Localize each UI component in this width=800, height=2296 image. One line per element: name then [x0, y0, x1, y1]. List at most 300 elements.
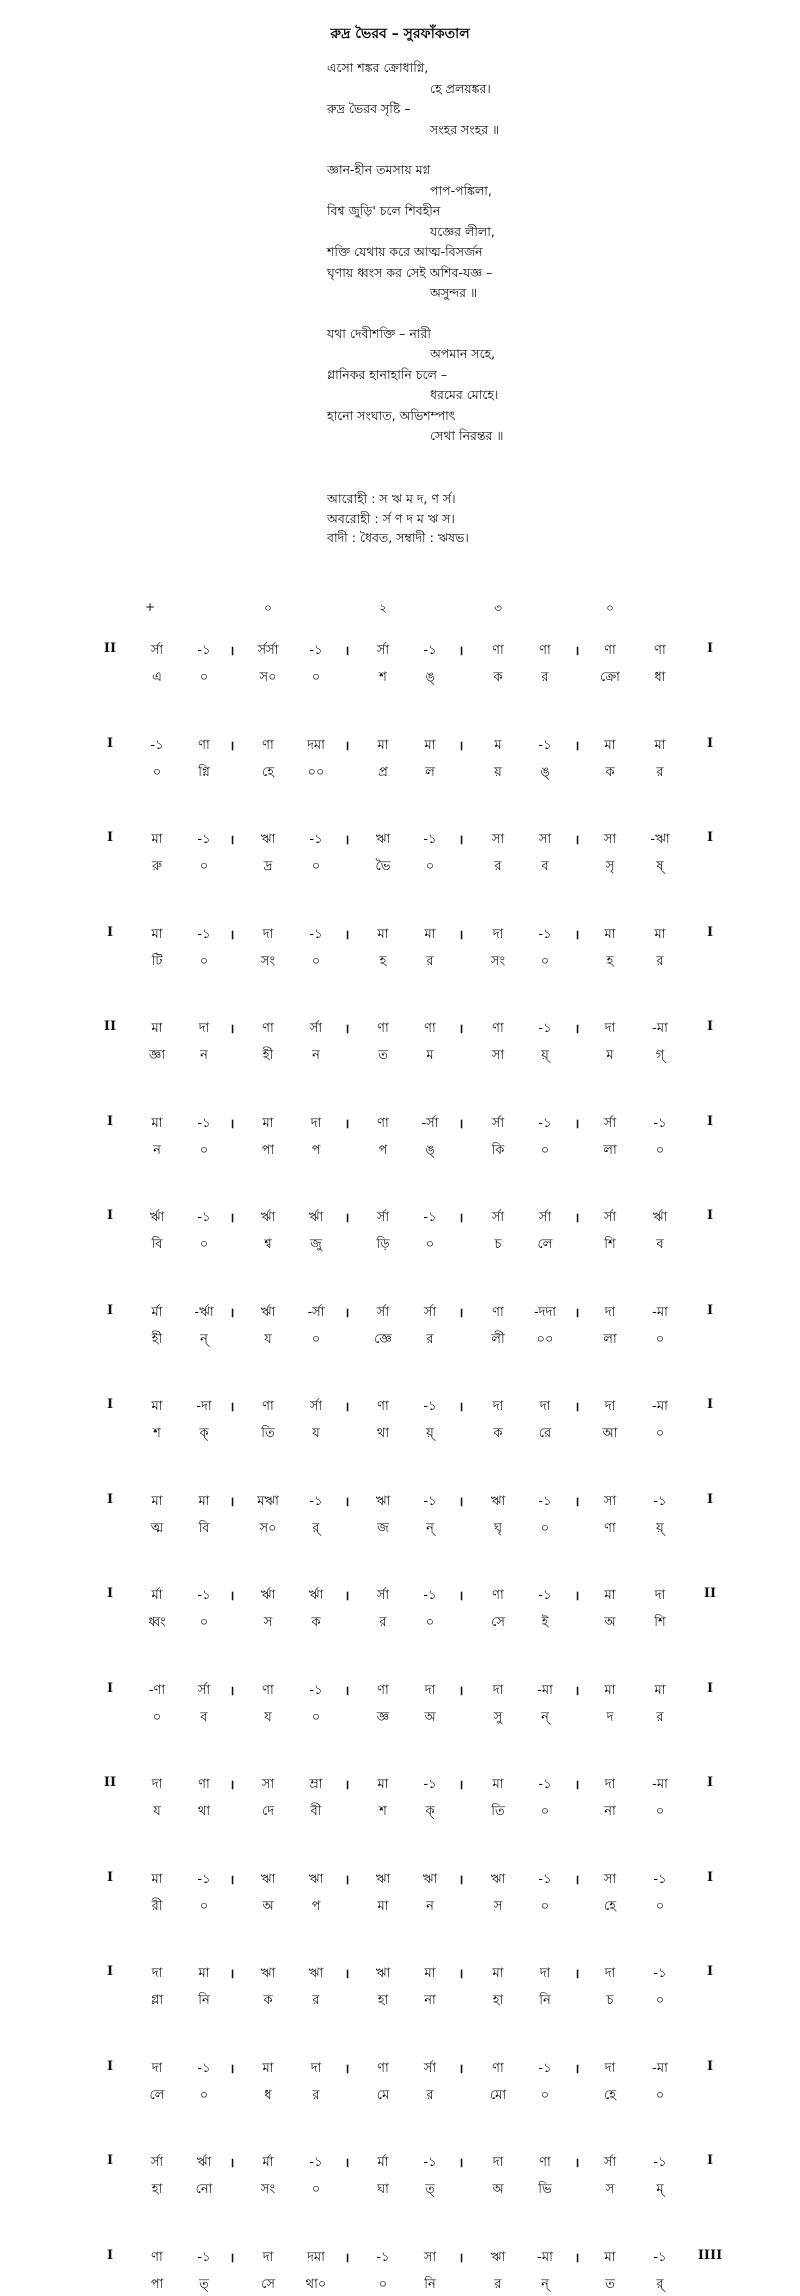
end-barline: I: [706, 1964, 714, 1979]
swara-note: র্সা: [423, 1304, 437, 1320]
lyric-syllable: ষ্: [656, 859, 664, 874]
swara-note: দা: [198, 1021, 210, 1036]
lyric-syllable: ০: [540, 953, 550, 969]
lyric-syllable: ০: [152, 1709, 162, 1725]
lyric-syllable: ০: [425, 859, 435, 874]
swara-note: দা: [310, 2060, 322, 2076]
swara-note: -১: [653, 2249, 667, 2265]
end-barline: I: [706, 924, 714, 940]
swara-note: ঋা: [490, 1493, 506, 1509]
swara-note: -১: [150, 737, 164, 753]
notation-row: [0, 2248, 800, 2268]
vibhag-divider: ।: [229, 927, 235, 943]
start-barline: I: [106, 1397, 114, 1412]
swara-note: মা: [654, 737, 666, 753]
lyric-syllable: ন্: [200, 1331, 208, 1347]
lyric-syllable-row: [0, 857, 800, 877]
swara-note: মা: [151, 1493, 163, 1509]
vibhag-divider: ।: [458, 644, 464, 659]
lyric-syllable: জ্ঞ: [376, 1709, 390, 1725]
lyric-syllable: রী: [151, 1898, 163, 1914]
swara-note: ঋা: [260, 832, 276, 847]
swara-note: -১: [197, 926, 211, 942]
lyric-line: অপমান সহে,: [430, 346, 496, 361]
lyric-syllable: ০: [311, 670, 321, 685]
swara-note: র্সা: [150, 2155, 164, 2170]
end-barline: I: [706, 1397, 714, 1412]
lyric-syllable: স: [493, 1898, 503, 1914]
swara-note: দমা: [307, 2249, 325, 2265]
swara-note: র্সা: [603, 1210, 617, 1225]
vibhag-divider: ।: [229, 1022, 235, 1037]
lyric-syllable: কি: [491, 1142, 505, 1158]
swara-note: দা: [604, 1777, 616, 1792]
lyric-syllable: চ: [494, 1237, 502, 1252]
swara-note: র্সা: [491, 1115, 505, 1131]
lyric-syllable-row: [0, 1802, 800, 1822]
swara-note: -১: [423, 1588, 437, 1603]
lyric-syllable: র: [494, 2276, 502, 2292]
swara-note: দা: [654, 1588, 666, 1603]
lyric-syllable: র: [426, 2087, 434, 2103]
end-barline: I: [706, 2058, 714, 2074]
notation-row: [0, 641, 800, 661]
lyric-syllable: ঙ্: [540, 764, 550, 780]
lyric-syllable: ধ্বং: [148, 1615, 166, 1630]
swara-note: র্ঋা: [652, 1210, 668, 1225]
swara-note: মা: [424, 1966, 436, 1981]
swara-note: মা: [492, 1777, 504, 1792]
lyric-syllable: স: [263, 1615, 273, 1630]
swara-note: মা: [151, 926, 163, 942]
swara-note: দা: [151, 2060, 163, 2076]
lyric-syllable: ই: [541, 1615, 549, 1630]
swara-note: ঋা: [375, 832, 391, 847]
vibhag-divider: ।: [344, 2061, 350, 2077]
swara-note: র্সা: [376, 1588, 390, 1603]
swara-note: -১: [309, 1682, 323, 1698]
lyric-syllable: ণা: [604, 1520, 616, 1536]
swara-note: মা: [198, 1966, 210, 1981]
lyric-syllable: বি: [198, 1520, 210, 1536]
swara-note: র্সা: [376, 643, 390, 658]
notation-row: [0, 1870, 800, 1890]
swara-note: -১: [309, 643, 323, 658]
lyric-syllable: রে: [538, 1426, 552, 1441]
lyric-syllable: ০: [655, 2087, 665, 2103]
lyric-syllable: ম্: [656, 2182, 664, 2197]
lyric-syllable: ক্রো: [600, 670, 620, 685]
stanza-break: [327, 304, 647, 324]
swara-note: -১: [423, 1210, 437, 1225]
swara-note: ঋা: [375, 1966, 391, 1981]
swara-note: র্সা: [376, 1210, 390, 1225]
swara-note: র্সা: [603, 2155, 617, 2170]
lyric-syllable: সা: [491, 1048, 505, 1063]
lyric-syllable: ল: [425, 764, 435, 780]
swara-note: ণা: [262, 737, 274, 753]
swara-note: সা: [603, 832, 617, 847]
vibhag-divider: ।: [344, 1778, 350, 1793]
lyric-syllable: হ: [379, 953, 387, 969]
swara-note: -১: [197, 1210, 211, 1225]
vibhag-divider: ।: [574, 1683, 580, 1699]
lyric-syllable: ০: [199, 1237, 209, 1252]
vibhag-divider: ।: [574, 644, 580, 659]
swara-note: র্সা: [491, 1210, 505, 1225]
swara-note: ঋা: [490, 2249, 506, 2265]
swara-note: -১: [538, 737, 552, 753]
swara-note: ম: [494, 737, 502, 753]
swara-note: ঋা: [490, 1871, 506, 1887]
swara-note: দা: [539, 1966, 551, 1981]
end-barline: I: [706, 1775, 714, 1790]
lyric-syllable-row: [0, 1613, 800, 1633]
swara-note: ণা: [377, 1021, 389, 1036]
swara-note: দা: [604, 1304, 616, 1320]
vibhag-divider: ।: [344, 738, 350, 754]
end-barline: I: [706, 2153, 714, 2168]
lyric-syllable: ০: [655, 1898, 665, 1914]
start-barline: I: [106, 1302, 114, 1318]
lyric-line: জ্ঞান-হীন তমসায় মগ্ন: [327, 162, 431, 177]
lyric-syllable: ০: [540, 1804, 550, 1819]
swara-note: দা: [604, 1399, 616, 1414]
vibhag-divider: ।: [344, 833, 350, 848]
lyric-syllable: প্র: [378, 764, 388, 780]
lyric-syllable: ০: [311, 1709, 321, 1725]
lyric-syllable: আ: [602, 1426, 618, 1441]
swara-note: ঋা: [308, 1871, 324, 1887]
start-barline: I: [106, 735, 114, 751]
vibhag-divider: ।: [458, 1589, 464, 1604]
swara-note: দা: [539, 1399, 551, 1414]
vibhag-divider: ।: [344, 1116, 350, 1132]
vibhag-divider: ।: [229, 2156, 235, 2171]
lyric-syllable: সং: [260, 2182, 276, 2197]
swara-note: র্সা: [309, 1399, 323, 1414]
lyric-syllable: ত: [378, 1048, 388, 1063]
notation-row: [0, 736, 800, 756]
lyric-syllable: য়্: [541, 1048, 549, 1063]
lyric-syllable: ত: [605, 2276, 615, 2292]
lyric-syllable: দে: [261, 1804, 275, 1819]
swara-note: র্ঋা: [260, 1304, 276, 1320]
swara-note: র্মা: [377, 2155, 389, 2170]
vibhag-divider: ।: [458, 1778, 464, 1793]
vibhag-divider: ।: [229, 1116, 235, 1132]
lyric-syllable-row: [0, 1708, 800, 1728]
swara-note: মঋা: [257, 1493, 279, 1509]
swara-note: -১: [653, 2155, 667, 2170]
lyric-syllable: ন: [426, 1898, 434, 1914]
swara-note: মা: [151, 1115, 163, 1131]
swara-note: ণা: [198, 737, 210, 753]
swara-note: সা: [603, 1871, 617, 1887]
lyric-syllable: য: [264, 1331, 272, 1347]
lyric-syllable-row: [0, 1519, 800, 1539]
vibhag-divider: ।: [574, 1400, 580, 1415]
swara-note: মা: [262, 1115, 274, 1131]
swara-note: মা: [262, 2060, 274, 2076]
lyric-syllable: বী: [310, 1804, 322, 1819]
lyric-syllable: ০: [199, 2087, 209, 2103]
start-barline: I: [106, 2153, 114, 2168]
lyric-syllable: টি: [151, 953, 163, 969]
vibhag-divider: ।: [344, 2250, 350, 2266]
swara-note: মা: [151, 1399, 163, 1414]
lyric-syllable: মা: [377, 1898, 389, 1914]
lyric-syllable-row: [0, 1424, 800, 1444]
lyric-syllable: ঙ্: [425, 1142, 435, 1158]
vibhag-divider: ।: [229, 738, 235, 754]
vibhag-divider: ।: [574, 1967, 580, 1982]
swara-note: -১: [423, 1493, 437, 1509]
start-barline: I: [106, 1491, 114, 1507]
swara-note: ণা: [492, 643, 504, 658]
lyric-syllable: না: [604, 1804, 616, 1819]
vibhag-divider: ।: [574, 1022, 580, 1037]
lyric-syllable: য: [153, 1804, 161, 1819]
lyric-syllable: ০: [655, 1426, 665, 1441]
swara-note: ণা: [539, 2155, 551, 2170]
swara-note: -১: [376, 2249, 390, 2265]
lyric-syllable: ঘৃ: [493, 1520, 503, 1536]
swara-note: মা: [424, 737, 436, 753]
start-barline: II: [103, 1775, 117, 1790]
lyric-syllable: ব: [200, 1709, 208, 1725]
lyric-syllable: ০: [425, 1237, 435, 1252]
vibhag-divider: ।: [458, 1683, 464, 1699]
lyric-syllable: অ: [262, 1898, 274, 1914]
lyric-syllable: স: [605, 2182, 615, 2197]
swara-note: সা: [538, 832, 552, 847]
start-barline: I: [106, 2247, 114, 2263]
lyric-syllable: শ: [379, 670, 387, 685]
swara-note: দমা: [307, 737, 325, 753]
lyric-syllable: স০: [259, 1520, 277, 1536]
lyric-syllable: মে: [376, 2087, 390, 2103]
lyric-syllable: এ: [152, 670, 162, 685]
swara-note: -ঋা: [650, 832, 670, 847]
vibhag-divider: ।: [458, 2156, 464, 2171]
lyric-line: সংহর সংহর ॥: [430, 121, 500, 137]
swara-note: দা: [604, 1021, 616, 1036]
swara-note: ণা: [604, 643, 616, 658]
vibhag-divider: ।: [574, 1778, 580, 1793]
lyric-syllable: ভি: [538, 2182, 552, 2197]
swara-note: ঋা: [260, 1871, 276, 1887]
lyric-line: ঘৃণায় ধ্বংস কর সেই অশিব-যজ্ঞ –: [327, 264, 493, 280]
swara-note: মা: [424, 926, 436, 942]
lyric-syllable: শি: [654, 1615, 666, 1630]
vibhag-divider: ।: [344, 1589, 350, 1604]
swara-note: র্সা: [538, 1210, 552, 1225]
lyric-syllable: র: [312, 2087, 320, 2103]
lyric-syllable: হা: [377, 1993, 389, 2008]
start-barline: I: [106, 1680, 114, 1696]
lyric-syllable: ০: [655, 1331, 665, 1347]
start-barline: I: [106, 2058, 114, 2074]
lyric-syllable: ন্: [426, 1520, 434, 1536]
raga-scale-info: [327, 489, 469, 548]
swara-note: -১: [197, 1588, 211, 1603]
swara-note: দা: [151, 1966, 163, 1981]
end-barline: I: [706, 1208, 714, 1223]
lyric-syllable: ক: [493, 670, 503, 685]
notation-row: [0, 1586, 800, 1606]
swara-note: -১: [653, 1493, 667, 1509]
end-barline: I: [706, 1113, 714, 1129]
vibhag-divider: ।: [574, 1494, 580, 1510]
lyric-syllable: র: [656, 953, 664, 969]
vibhag-divider: ।: [229, 2061, 235, 2077]
vibhag-divider: ।: [458, 1116, 464, 1132]
vibhag-divider: ।: [229, 1211, 235, 1226]
swara-note: -র্সা: [307, 1304, 325, 1320]
swara-note: মা: [604, 1588, 616, 1603]
swara-note: -র্ঋা: [194, 1304, 214, 1320]
lyric-syllable: ন: [153, 1142, 161, 1158]
swara-note: র্সা: [309, 1021, 323, 1036]
lyric-syllable: ম: [606, 1048, 614, 1063]
swara-note: -র্সা: [421, 1115, 439, 1131]
lyric-syllable: ত্ম: [150, 1520, 164, 1536]
tal-mark: ০: [264, 601, 272, 615]
lyric-syllable: ক: [493, 1426, 503, 1441]
swara-note: দা: [424, 1682, 436, 1698]
lyric-syllable: নো: [195, 2182, 213, 2197]
page-title: রুদ্র ভৈরব – সুরফাঁকতাল: [330, 26, 470, 42]
vibhag-divider: ।: [574, 1589, 580, 1604]
lyric-syllable: জু: [310, 1237, 322, 1252]
lyric-syllable: ম: [426, 1048, 434, 1063]
vibhag-divider: ।: [229, 1967, 235, 1982]
notation-row: [0, 925, 800, 945]
end-barline: I: [706, 1302, 714, 1318]
swara-note: সা: [261, 1777, 275, 1792]
swara-note: ণা: [151, 2249, 163, 2265]
lyric-syllable: ০: [199, 1898, 209, 1914]
lyric-line: হানো সংঘাত, অভিশম্পাৎ: [327, 407, 456, 423]
swara-note: দা: [262, 2249, 274, 2265]
swara-note: -দদা: [533, 1304, 557, 1320]
lyric-syllable: লী: [491, 1331, 505, 1347]
swara-note: দা: [492, 1682, 504, 1698]
lyric-syllable: ত্: [425, 2182, 435, 2197]
swara-note: -মা: [537, 1682, 553, 1698]
swara-note: -১: [538, 1021, 552, 1036]
lyric-syllable: সু: [493, 1709, 503, 1725]
swara-note: র্ঋা: [260, 1210, 276, 1225]
vibhag-divider: ।: [458, 1400, 464, 1415]
vibhag-divider: ।: [344, 1494, 350, 1510]
lyric-syllable: পা: [150, 2276, 164, 2292]
lyric-syllable: ঙ্: [425, 670, 435, 685]
lyric-syllable: র: [426, 1331, 434, 1347]
lyric-syllable: প: [378, 1142, 388, 1158]
swara-note: -১: [309, 832, 323, 847]
lyric-syllable: ঘা: [377, 2182, 389, 2197]
lyric-line: এসো শঙ্কর ক্রোধাগ্নি,: [327, 60, 429, 75]
swara-note: -মা: [652, 1021, 668, 1036]
lyric-syllable: ০: [540, 1520, 550, 1536]
lyric-syllable: ০: [199, 953, 209, 969]
swara-note: -১: [653, 1871, 667, 1887]
swara-note: মা: [604, 1682, 616, 1698]
lyric-syllable: র: [656, 764, 664, 780]
swara-note: মা: [151, 1871, 163, 1887]
vibhag-divider: ।: [229, 2250, 235, 2266]
vibhag-divider: ।: [458, 1305, 464, 1321]
lyric-syllable: ত্: [199, 2276, 209, 2292]
lyric-syllable: ০: [378, 2276, 388, 2292]
vibhag-divider: ।: [229, 1778, 235, 1793]
swara-note: ণা: [262, 1021, 274, 1036]
lyric-line: গ্লানিকর হানাহানি চলে –: [327, 366, 448, 382]
swara-note: -১: [653, 1115, 667, 1131]
swara-note: র্সর্সা: [257, 643, 279, 658]
swara-note: ণা: [424, 1021, 436, 1036]
swara-note: ণা: [492, 1304, 504, 1320]
swara-note: -দা: [196, 1399, 212, 1414]
swara-note: দা: [310, 1115, 322, 1131]
lyric-syllable: নি: [198, 1993, 210, 2008]
lyric-line: সেথা নিরন্তর ॥: [430, 428, 504, 443]
swara-note: র্মা: [262, 2155, 274, 2170]
swara-note: -মা: [652, 1304, 668, 1320]
vibhag-divider: ।: [458, 927, 464, 943]
notation-row: [0, 1964, 800, 1984]
swara-note: -১: [309, 2155, 323, 2170]
vibhag-divider: ।: [344, 1305, 350, 1321]
swara-note: র্সা: [423, 2060, 437, 2076]
swara-note: -মা: [537, 2249, 553, 2265]
lyric-syllable: ক্: [199, 1426, 209, 1441]
swara-note: -১: [423, 2155, 437, 2170]
start-barline: I: [106, 924, 114, 940]
lyric-syllable: ন: [312, 1048, 320, 1063]
swara-note: মা: [198, 1493, 210, 1509]
abarohi-line: অবরোহী : র্স ণ দ ম ঋ স।: [327, 510, 455, 526]
lyric-syllable: গ্নি: [198, 764, 210, 780]
vibhag-divider: ।: [458, 1872, 464, 1888]
lyric-syllable: র: [379, 1615, 387, 1630]
start-barline: I: [106, 1869, 114, 1885]
swara-note: -১: [538, 1115, 552, 1131]
swara-note: -১: [538, 1871, 552, 1887]
lyric-syllable: র: [656, 1709, 664, 1725]
lyric-syllable: য: [264, 1709, 272, 1725]
vibhag-divider: ।: [344, 1683, 350, 1699]
song-lyrics: [327, 58, 647, 447]
lyric-syllable: হা: [492, 1993, 504, 2008]
swara-note: -১: [423, 643, 437, 658]
lyric-syllable: ক: [311, 1615, 321, 1630]
vibhag-divider: ।: [458, 1022, 464, 1037]
end-barline: I: [706, 1491, 714, 1507]
lyric-syllable: থা: [197, 1804, 211, 1819]
lyric-syllable: র্: [312, 1520, 320, 1536]
notation-row: [0, 1114, 800, 1134]
tal-marks-row: [0, 600, 800, 618]
lyric-syllable: মো: [489, 2087, 507, 2103]
vibhag-divider: ।: [344, 644, 350, 659]
lyric-syllable: য: [312, 1426, 320, 1441]
lyric-syllable-row: [0, 1991, 800, 2011]
lyric-line: অসুন্দর ॥: [430, 285, 478, 300]
end-barline: IIII: [697, 2247, 723, 2263]
